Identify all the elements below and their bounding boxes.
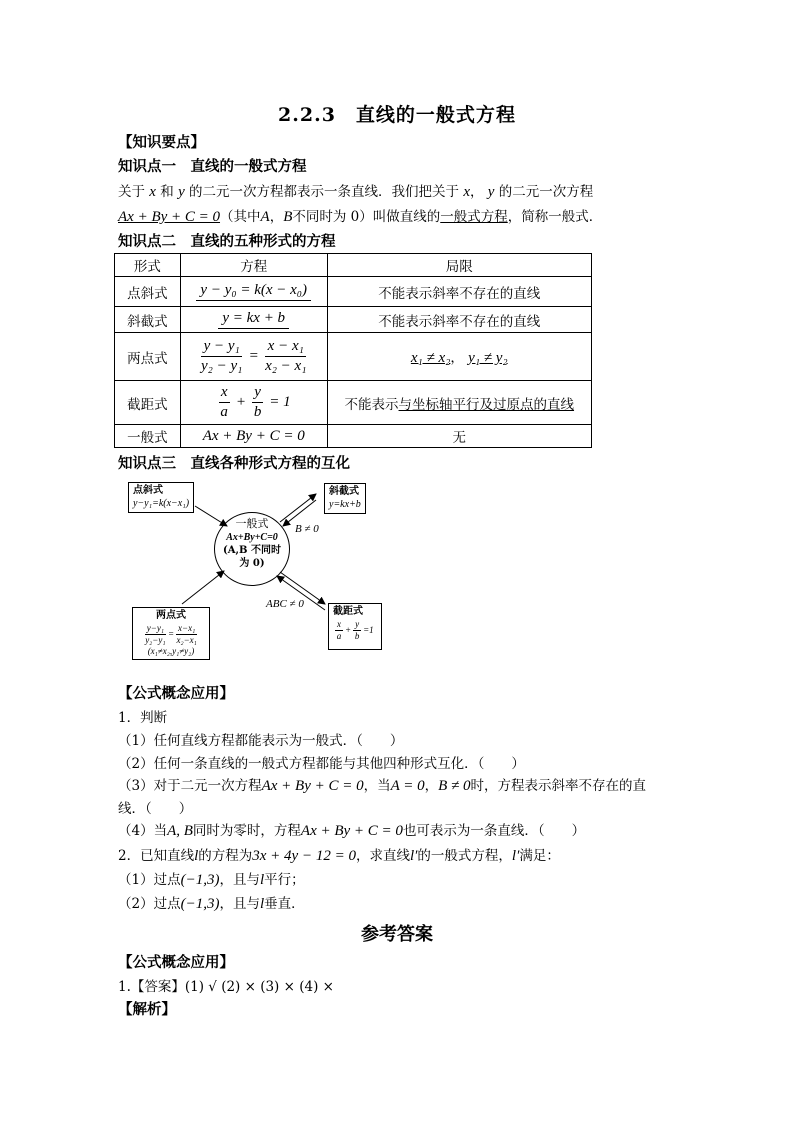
q2-2: （2）过点(−1,3)，且与l垂直． bbox=[118, 896, 305, 912]
answers-header: 【公式概念应用】 bbox=[118, 954, 234, 971]
knowledge-header: 【知识要点】 bbox=[118, 134, 205, 151]
limit-intercept: 不能表示与坐标轴平行及过原点的直线 bbox=[327, 381, 591, 425]
answers-title: 参考答案 bbox=[361, 924, 433, 945]
eq-point-slope: y − y₀ = k(x − x₀) bbox=[196, 282, 311, 301]
header-equation: 方程 bbox=[180, 254, 327, 277]
table-row bbox=[115, 333, 592, 381]
eq-slope-intercept: y = kx + b bbox=[218, 310, 289, 329]
header-limit: 局限 bbox=[327, 254, 591, 277]
limit-point-slope: 不能表示斜率不存在的直线 bbox=[327, 277, 591, 307]
forms-table bbox=[114, 253, 592, 448]
page-title: 2.2.3 直线的一般式方程 bbox=[278, 104, 516, 126]
node-slope-intercept: 斜截式 y=kx+b bbox=[324, 483, 366, 514]
form-general: 一般式 bbox=[115, 425, 181, 448]
analysis-label: 【解析】 bbox=[118, 1001, 176, 1018]
q2-1: （1）过点(−1,3)，且与l平行； bbox=[118, 872, 305, 888]
cond-b-label: B ≠ 0 bbox=[295, 523, 319, 535]
node-intercept: 截距式 $\frac{x}{a}$ + $\frac{y}{b}$ =1 bbox=[328, 603, 382, 650]
application-header: 【公式概念应用】 bbox=[118, 685, 234, 702]
point1-line1: 关于 x 和 y 的二元一次方程都表示一条直线．我们把关于 x， y 的二元一次方程 bbox=[118, 184, 594, 200]
header-form: 形式 bbox=[115, 254, 181, 277]
limit-slope-intercept: 不能表示斜率不存在的直线 bbox=[327, 307, 591, 333]
point1-line2: Ax + By + C = 0（其中A，B不同时为 0）叫做直线的一般式方程，简称一般式． bbox=[118, 209, 603, 225]
q1-title: 1．判断 bbox=[118, 710, 168, 726]
point2-heading: 知识点二 直线的五种形式的方程 bbox=[118, 233, 336, 250]
form-two-point: 两点式 bbox=[115, 333, 181, 381]
node-point-slope: 点斜式 y−y₁=k(x−x₁) bbox=[128, 482, 194, 513]
answer-1: 1.【答案】(1) √ (2) × (3) × (4) × bbox=[118, 979, 334, 995]
table-row bbox=[115, 425, 592, 448]
form-slope-intercept: 斜截式 bbox=[115, 307, 181, 333]
cond-abc-label: ABC ≠ 0 bbox=[266, 598, 304, 610]
q1-1: （1）任何直线方程都能表示为一般式．（ ） bbox=[118, 733, 404, 749]
form-point-slope: 点斜式 bbox=[115, 277, 181, 307]
eq-general: Ax + By + C = 0 bbox=[202, 427, 305, 444]
form-intercept: 截距式 bbox=[115, 381, 181, 425]
point3-heading: 知识点三 直线各种形式方程的互化 bbox=[118, 455, 350, 472]
limit-two-point: x₁ ≠ x₂， y₁ ≠ y₂ bbox=[327, 333, 591, 381]
table-header-row bbox=[115, 254, 592, 277]
arrow-two-point bbox=[182, 571, 224, 604]
q2: 2．已知直线l的方程为3x + 4y − 12 = 0，求直线l′的一般式方程，l′满足： bbox=[118, 848, 560, 864]
eq-intercept: $\frac{x}{a}$ + $\frac{y}{b}$ = 1 bbox=[180, 381, 327, 425]
q1-2: （2）任何一条直线的一般式方程都能与其他四种形式互化．（ ） bbox=[118, 756, 525, 772]
limit-general: 无 bbox=[327, 425, 591, 448]
table-row bbox=[115, 381, 592, 425]
eq-two-point: $\frac{\text{y − y₁}}{\text{y₂ − y₁}}$ = $\frac{\text{x − x₁}}{\text{x₂ − x₁}}$ bbox=[180, 333, 327, 381]
q1-4: （4）当A, B同时为零时，方程Ax + By + C = 0也可表示为一条直线．（ ） bbox=[118, 823, 586, 839]
q1-3: （3）对于二元一次方程Ax + By + C = 0，当A = 0，B ≠ 0时，方程表示斜率不存在的直 bbox=[118, 778, 647, 794]
node-two-point: 两点式 $\frac{\text{y−y₁}}{\text{y₂−y₁}}$ = $\frac{\text{x−x₁}}{\text{x₂−x₁}}$ (x₁≠x₂,y₁≠y₂) bbox=[132, 607, 210, 660]
table-row bbox=[115, 307, 592, 333]
q1-3-cont: 线．（ ） bbox=[118, 801, 193, 817]
table-row bbox=[115, 277, 592, 307]
point1-heading: 知识点一 直线的一般式方程 bbox=[118, 158, 307, 175]
center-general-node: 一般式 Ax+By+C=0 (A,B 不同时 为 0) bbox=[214, 512, 290, 586]
